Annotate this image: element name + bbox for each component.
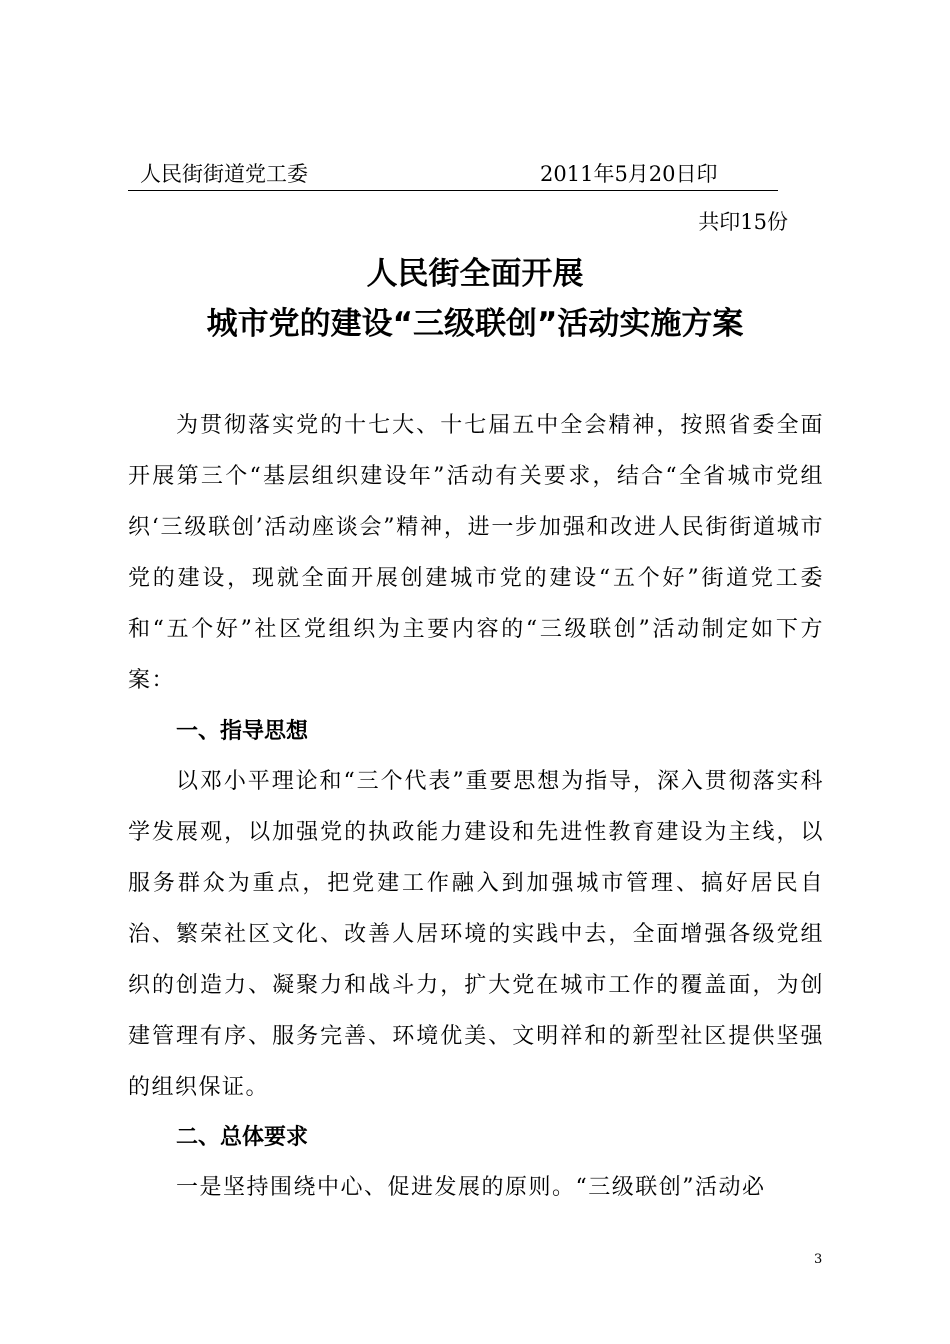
section-2-heading: 二、总体要求 bbox=[176, 1125, 309, 1150]
section-1-heading: 一、指导思想 bbox=[176, 719, 309, 744]
document-title-line-1: 人民街全面开展 bbox=[366, 256, 584, 292]
print-date: 2011年5月20日印 bbox=[540, 162, 718, 186]
section-1-paragraph: 以邓小平理论和“三个代表”重要思想为指导，深入贯彻落实科学发展观，以加强党的执政能力建设和先进性教育建设为主线，以服务群众为重点，把党建工作融入到加强城市管理、搞好居民自治、繁荣社区文化、改善人居环境的实践中去，全面增强各级党组织的创造力、凝聚力和战斗力，扩大党在城市工作的覆盖面，为创建管理有序、服务完善、环境优美、文明祥和的新型社区提供坚强的组织保证。 bbox=[128, 769, 824, 1100]
issuer-header-row bbox=[128, 158, 778, 191]
page-number: 3 bbox=[814, 1252, 823, 1267]
print-count: 共印15份 bbox=[698, 210, 788, 234]
document-title-line-2: 城市党的建设“三级联创”活动实施方案 bbox=[206, 306, 744, 342]
issuer-name: 人民街街道党工委 bbox=[140, 162, 308, 186]
intro-paragraph: 为贯彻落实党的十七大、十七届五中全会精神，按照省委全面开展第三个“基层组织建设年”活动有关要求，结合“全省城市党组织‘三级联创’活动座谈会”精神，进一步加强和改进人民街街道城市党的建设，现就全面开展创建城市党的建设“五个好”街道党工委和“五个好”社区党组织为主要内容的“三级联创”活动制定如下方案： bbox=[128, 413, 824, 693]
section-2-paragraph: 一是坚持围绕中心、促进发展的原则。“三级联创”活动必 bbox=[176, 1175, 766, 1200]
